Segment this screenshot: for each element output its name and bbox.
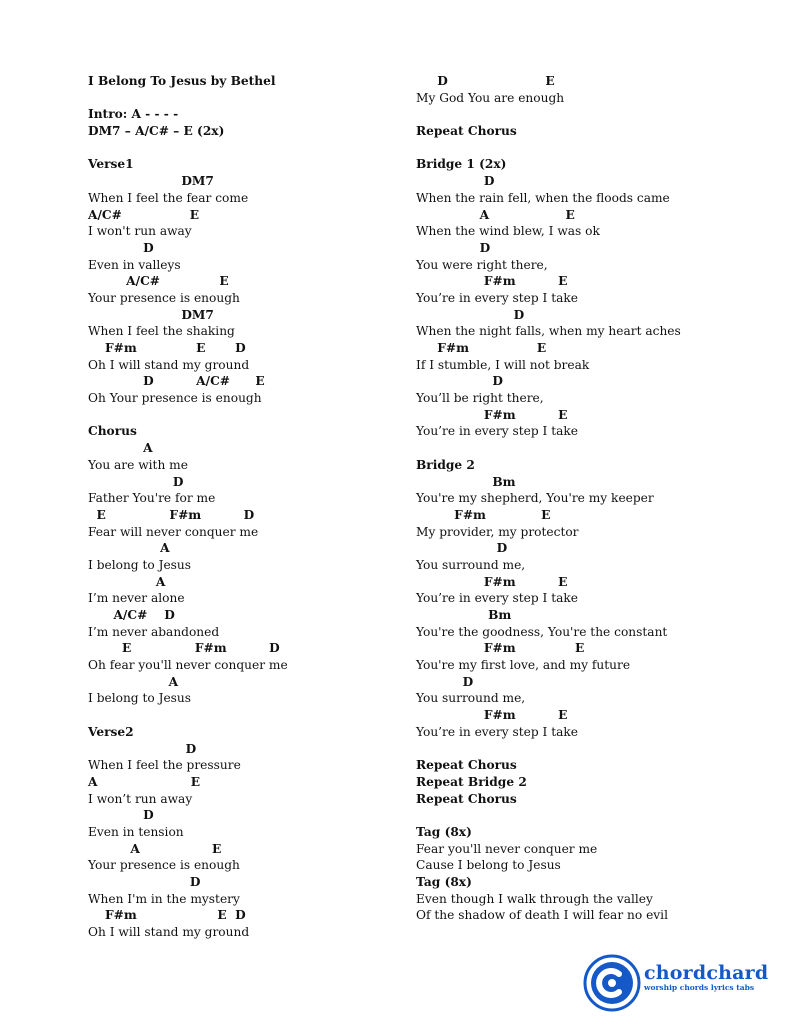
chord-line: F#m E	[416, 274, 568, 289]
section-heading: Repeat Chorus	[416, 758, 517, 773]
section-heading: Bridge 2	[416, 457, 475, 472]
chord-line: D	[416, 174, 495, 189]
lyric-line: I belong to Jesus	[88, 557, 192, 572]
chord-line: A	[88, 674, 179, 689]
lyric-line: Cause I belong to Jesus	[416, 858, 561, 873]
section-heading: I Belong To Jesus by Bethel	[88, 74, 276, 88]
chord-line: A	[88, 574, 166, 589]
lyric-line: You are with me	[88, 457, 188, 472]
spacer	[416, 140, 766, 157]
chord-line: Bm	[416, 608, 512, 622]
chord-line: D	[88, 474, 184, 489]
lyric-line: Fear you'll never conquer me	[416, 841, 598, 856]
spacer	[88, 140, 398, 157]
spacer	[416, 741, 766, 758]
chord-line: A/C# E	[88, 274, 229, 289]
lyric-line: When the night falls, when my heart aches	[416, 324, 681, 339]
left-column	[88, 73, 398, 941]
section-heading: Chorus	[88, 424, 137, 439]
lyric-line: Oh I will stand my ground	[88, 357, 250, 372]
spacer	[88, 407, 398, 424]
lyric-line: When the wind blew, I was ok	[416, 224, 600, 239]
logo-text	[644, 963, 768, 992]
lyric-line: Of the shadow of death I will fear no evil	[416, 908, 668, 923]
lyric-line: You surround me,	[416, 691, 526, 706]
logo-name: chordchard	[644, 962, 769, 984]
chord-line: F#m E D	[88, 341, 246, 355]
chord-line: F#m E	[416, 574, 568, 589]
chord-line: D E	[416, 74, 555, 88]
chord-line: D	[416, 374, 503, 389]
lyric-line: You’re in every step I take	[416, 424, 578, 439]
chord-line: Bm	[416, 474, 516, 489]
lyric-line: You're my shepherd, You're my keeper	[416, 491, 654, 506]
lyric-line: You’re in every step I take	[416, 290, 578, 305]
lyric-line: Your presence is enough	[88, 290, 240, 305]
lyric-line: When I'm in the mystery	[88, 891, 240, 906]
section-heading: Repeat Bridge 2	[416, 774, 527, 789]
logo-tagline: worship chords lyrics tabs	[644, 983, 755, 992]
chord-line: D A/C# E	[88, 374, 265, 389]
section-heading: Repeat Chorus	[416, 124, 517, 139]
chord-line: D	[416, 240, 491, 255]
chord-line: A E	[88, 841, 222, 856]
lyric-line: I’m never alone	[88, 591, 185, 606]
chord-line: D	[416, 541, 508, 556]
lyric-line: You surround me,	[416, 557, 526, 572]
lyric-line: You're my first love, and my future	[416, 658, 631, 673]
section-heading: Tag (8x)	[416, 875, 472, 889]
chord-line: D	[88, 240, 154, 255]
lyric-line: Even in tension	[88, 824, 184, 839]
chord-line: A	[88, 541, 170, 556]
lyric-line: You're the goodness, You're the constant	[416, 624, 668, 639]
chord-line: D	[88, 808, 154, 823]
chordchard-icon	[583, 952, 645, 1014]
chord-line: A	[88, 441, 153, 456]
chord-line: A/C# D	[88, 608, 175, 622]
lyric-line: Fear will never conquer me	[88, 524, 259, 539]
chord-line: F#m E	[416, 341, 547, 355]
section-heading: Verse2	[88, 724, 134, 739]
lyric-line: I’m never abandoned	[88, 624, 220, 639]
chord-line: F#m E	[416, 407, 568, 422]
lyric-line: When I feel the fear come	[88, 190, 249, 205]
lyric-line: Oh I will stand my ground	[88, 925, 250, 940]
spacer	[88, 90, 398, 107]
chord-line: E F#m D	[88, 641, 280, 656]
chord-line: D	[416, 674, 474, 689]
chord-line: A/C# E	[88, 207, 199, 222]
spacer	[416, 106, 766, 123]
section-heading: Verse1	[88, 157, 134, 172]
lyric-line: You were right there,	[416, 257, 548, 272]
spacer	[416, 440, 766, 457]
lyric-line: My God You are enough	[416, 90, 565, 105]
chord-line: E F#m D	[88, 507, 255, 522]
section-heading: Repeat Chorus	[416, 791, 517, 806]
lyric-line: You’ll be right there,	[416, 391, 544, 406]
lyric-line: You’re in every step I take	[416, 724, 578, 739]
lyric-line: Oh fear you'll never conquer me	[88, 658, 288, 673]
section-heading: Tag (8x)	[416, 824, 472, 839]
lyric-line: Even though I walk through the valley	[416, 891, 653, 906]
lyric-line: Oh Your presence is enough	[88, 391, 262, 406]
section-heading: DM7 – A/C# – E (2x)	[88, 124, 225, 139]
chord-line: A E	[416, 207, 575, 222]
lyric-line: When the rain fell, when the floods came	[416, 190, 670, 205]
section-heading: Bridge 1 (2x)	[416, 157, 507, 172]
chord-line: F#m E	[416, 641, 585, 656]
spacer	[416, 807, 766, 824]
chord-line: DM7	[88, 174, 214, 189]
chord-line: D	[416, 307, 525, 322]
chord-line: D	[88, 741, 197, 756]
chord-line: F#m E	[416, 507, 551, 522]
lyric-line: When I feel the shaking	[88, 324, 235, 339]
lyric-line: You’re in every step I take	[416, 591, 578, 606]
lyric-line: When I feel the pressure	[88, 758, 241, 773]
lyric-line: I won’t run away	[88, 791, 193, 806]
chord-line: F#m E D	[88, 908, 246, 923]
lyric-line: Your presence is enough	[88, 858, 240, 873]
spacer	[88, 707, 398, 724]
lyric-line: If I stumble, I will not break	[416, 357, 590, 372]
lyric-line: I won't run away	[88, 224, 192, 239]
right-column	[416, 73, 766, 924]
lyric-line: My provider, my protector	[416, 524, 579, 539]
chord-line: F#m E	[416, 708, 568, 723]
chord-line: A E	[88, 774, 201, 789]
section-heading: Intro: A - - - -	[88, 107, 179, 122]
lyric-line: Even in valleys	[88, 257, 181, 272]
chord-line: DM7	[88, 307, 214, 322]
lyric-line: Father You're for me	[88, 491, 216, 506]
lyric-line: I belong to Jesus	[88, 691, 192, 706]
chord-line: D	[88, 875, 201, 889]
